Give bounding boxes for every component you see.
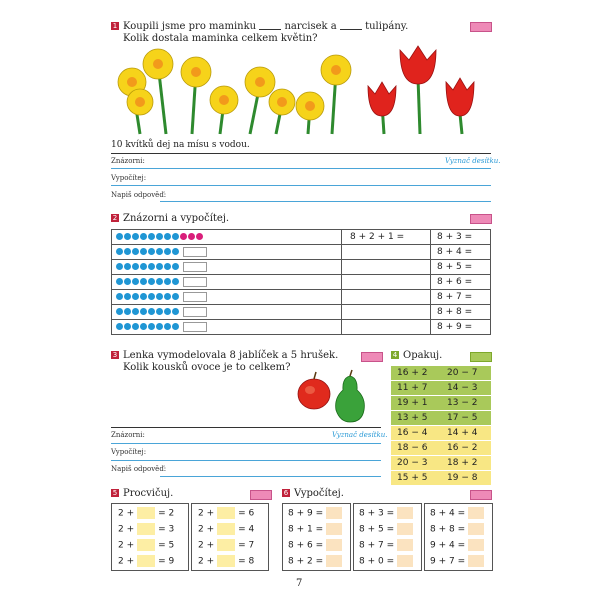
task1-znazorni-label: Znázorni:: [111, 157, 145, 165]
task1-line1-b: narcisek a: [284, 21, 337, 32]
exercise-cell[interactable]: 16 − 4: [391, 426, 441, 441]
result: = 5: [158, 540, 175, 551]
blue-dot: [124, 263, 131, 270]
result: = 7: [238, 540, 255, 551]
result: = 6: [238, 508, 255, 519]
expression: 8 + 9 =: [288, 508, 324, 519]
blue-dot: [116, 293, 123, 300]
blue-dot: [164, 278, 171, 285]
task4-row: [391, 381, 491, 396]
answer-slot[interactable]: [137, 555, 155, 567]
empty-dot-slot[interactable]: [183, 262, 207, 272]
blue-dot: [124, 248, 131, 255]
blue-dot: [156, 248, 163, 255]
task4-row: [391, 441, 491, 456]
exercise-cell[interactable]: 15 + 5: [391, 471, 441, 486]
expression-cell[interactable]: [342, 260, 431, 275]
answer-slot[interactable]: [326, 507, 342, 519]
result-cell[interactable]: 8 + 4 =: [431, 245, 491, 260]
answer-slot[interactable]: [468, 507, 484, 519]
blue-dot: [132, 308, 139, 315]
blue-dot: [140, 278, 147, 285]
exercise-cell[interactable]: 14 − 3: [441, 381, 491, 396]
task2-row: [112, 260, 491, 275]
blue-dot: [140, 248, 147, 255]
task4-title-text: Opakuj.: [403, 350, 443, 361]
magenta-dot: [188, 233, 195, 240]
exercise-cell[interactable]: 18 + 2: [441, 456, 491, 471]
task5-row: [118, 507, 174, 519]
answer-slot[interactable]: [137, 507, 155, 519]
task6-row: [288, 507, 342, 519]
expression: 8 + 1 =: [288, 524, 324, 535]
blue-dot: [124, 278, 131, 285]
task3-line1: Lenka vymodelovala 8 jablíček a 5 hrušek.: [123, 350, 339, 361]
expression: 8 + 5 =: [359, 524, 395, 535]
task1-question: Kolik dostala maminka celkem květin?: [123, 33, 318, 44]
answer-slot[interactable]: [468, 539, 484, 551]
task2-row: [112, 275, 491, 290]
result: = 9: [158, 556, 175, 567]
empty-dot-slot[interactable]: [183, 292, 207, 302]
answer-slot[interactable]: [137, 539, 155, 551]
task6-row: [359, 555, 413, 567]
task2-row: [112, 230, 491, 245]
flowers-illustration: [100, 42, 500, 138]
task3-score-box[interactable]: [361, 352, 383, 362]
expression: 8 + 6 =: [288, 540, 324, 551]
blue-dot: [132, 248, 139, 255]
empty-dot-slot[interactable]: [183, 247, 207, 257]
result: = 2: [158, 508, 175, 519]
task1-vase-note: 10 kvítků dej na mísu s vodou.: [111, 140, 250, 150]
empty-dot-slot[interactable]: [183, 307, 207, 317]
task5-row: [198, 555, 254, 567]
apple-pear-illustration: [296, 368, 366, 424]
task5-row: [118, 555, 174, 567]
blue-dot: [172, 233, 179, 240]
expression-cell[interactable]: [342, 290, 431, 305]
blue-dot: [124, 293, 131, 300]
answer-slot[interactable]: [217, 539, 235, 551]
expression: 9 + 7 =: [430, 556, 466, 567]
operand: 2 +: [118, 524, 135, 535]
expression: 8 + 0 =: [359, 556, 395, 567]
result-cell[interactable]: 8 + 6 =: [431, 275, 491, 290]
magenta-dot: [180, 233, 187, 240]
task1-line1-a: Koupili jsme pro maminku: [123, 21, 257, 32]
exercise-cell[interactable]: 19 + 1: [391, 396, 441, 411]
result-cell[interactable]: 8 + 9 =: [431, 320, 491, 335]
operand: 2 +: [118, 508, 135, 519]
answer-line[interactable]: [160, 201, 491, 202]
blue-dot: [132, 278, 139, 285]
blue-dot: [172, 308, 179, 315]
blue-dot: [124, 323, 131, 330]
task2-title-text: Znázorni a vypočítej.: [123, 213, 230, 224]
blue-dot: [124, 308, 131, 315]
task3-number: 3: [112, 351, 118, 359]
result-cell[interactable]: 8 + 8 =: [431, 305, 491, 320]
exercise-cell[interactable]: 16 + 2: [391, 366, 441, 381]
task6-title-text: Vypočítej.: [294, 488, 344, 499]
blue-dot: [148, 248, 155, 255]
blue-dot: [156, 233, 163, 240]
divider: [111, 427, 381, 428]
task4-table: [391, 366, 491, 486]
task4-row: [391, 456, 491, 471]
task2-row: [112, 245, 491, 260]
task1-vypocitej-label: Vypočítej:: [111, 174, 147, 182]
task1-line1-c: tulipány.: [365, 21, 409, 32]
page-number: 7: [296, 578, 303, 589]
answer-slot[interactable]: [137, 523, 155, 535]
task1-odpoved-label: Napiš odpověď:: [111, 191, 167, 199]
expression: 8 + 2 =: [288, 556, 324, 567]
exercise-cell[interactable]: 13 − 2: [441, 396, 491, 411]
expression-cell[interactable]: [342, 275, 431, 290]
task6-grid: [282, 503, 491, 569]
blue-dot: [164, 293, 171, 300]
result-cell[interactable]: 8 + 7 =: [431, 290, 491, 305]
task2-row: [112, 320, 491, 335]
answer-line[interactable]: [111, 185, 491, 186]
expression: 8 + 3 =: [359, 508, 395, 519]
blue-dot: [156, 293, 163, 300]
task6-row: [288, 539, 342, 551]
task5-grid: [111, 503, 271, 569]
task6-row: [288, 555, 342, 567]
task1-hint: Vyznač desítku.: [445, 157, 501, 165]
operand: 2 +: [118, 540, 135, 551]
result: = 4: [238, 524, 255, 535]
blue-dot: [156, 308, 163, 315]
task2-table: [111, 229, 491, 335]
task5-number: 5: [112, 489, 118, 497]
exercise-cell[interactable]: 16 − 2: [441, 441, 491, 456]
blue-dot: [132, 293, 139, 300]
exercise-cell[interactable]: 11 + 7: [391, 381, 441, 396]
task5-row: [118, 523, 174, 535]
task6-title: [282, 488, 344, 500]
task1-score-box[interactable]: [470, 22, 492, 32]
blue-dot: [148, 263, 155, 270]
result: = 8: [238, 556, 255, 567]
blue-dot: [172, 248, 179, 255]
expression-cell[interactable]: [342, 245, 431, 260]
exercise-cell[interactable]: 13 + 5: [391, 411, 441, 426]
task6-row: [430, 507, 484, 519]
dots-cell: [112, 245, 342, 260]
task6-row: [430, 555, 484, 567]
answer-slot[interactable]: [468, 523, 484, 535]
task4-row: [391, 471, 491, 486]
blue-dot: [164, 323, 171, 330]
blue-dot: [156, 263, 163, 270]
answer-slot[interactable]: [326, 539, 342, 551]
blue-dot: [172, 278, 179, 285]
task5-title-text: Procvičuj.: [123, 488, 174, 499]
task5-row: [198, 523, 254, 535]
dots-cell: [112, 230, 342, 245]
task4-row: [391, 426, 491, 441]
blue-dot: [148, 308, 155, 315]
task3-znazorni-label: Znázorni:: [111, 431, 145, 439]
result: = 3: [158, 524, 175, 535]
task2-number: 2: [112, 214, 118, 222]
task3-question: Kolik kousků ovoce je to celkem?: [123, 362, 291, 373]
task4-score-box[interactable]: [470, 352, 492, 362]
expression-cell[interactable]: [342, 320, 431, 335]
task5-row: [198, 507, 254, 519]
answer-line[interactable]: [160, 476, 381, 477]
answer-slot[interactable]: [326, 555, 342, 567]
blue-dot: [116, 263, 123, 270]
expression: 8 + 7 =: [359, 540, 395, 551]
dots-cell: [112, 305, 342, 320]
dots-cell: [112, 275, 342, 290]
empty-dot-slot[interactable]: [183, 277, 207, 287]
blue-dot: [156, 278, 163, 285]
operand: 2 +: [198, 508, 215, 519]
expression-cell[interactable]: [342, 305, 431, 320]
task5-column: [191, 503, 269, 571]
operand: 2 +: [198, 524, 215, 535]
blue-dot: [116, 248, 123, 255]
dots-cell: [112, 290, 342, 305]
exercise-cell[interactable]: 18 − 6: [391, 441, 441, 456]
task2-row: [112, 290, 491, 305]
blue-dot: [148, 323, 155, 330]
task2-score-box[interactable]: [470, 214, 492, 224]
task6-column: [424, 503, 493, 571]
task2-row: [112, 305, 491, 320]
operand: 2 +: [118, 556, 135, 567]
magenta-dot: [196, 233, 203, 240]
blue-dot: [140, 293, 147, 300]
task6-column: [282, 503, 351, 571]
blue-dot: [132, 263, 139, 270]
exercise-cell[interactable]: 19 − 8: [441, 471, 491, 486]
exercise-cell[interactable]: 20 − 3: [391, 456, 441, 471]
blue-dot: [156, 323, 163, 330]
exercise-cell[interactable]: 17 − 5: [441, 411, 491, 426]
blue-dot: [164, 263, 171, 270]
task5-row: [198, 539, 254, 551]
empty-dot-slot[interactable]: [183, 322, 207, 332]
task1-blank-narcisy[interactable]: [259, 20, 281, 30]
blue-dot: [132, 323, 139, 330]
blue-dot: [172, 323, 179, 330]
task3-odpoved-label: Napiš odpověď:: [111, 465, 167, 473]
blue-dot: [140, 233, 147, 240]
task6-row: [430, 539, 484, 551]
blue-dot: [116, 308, 123, 315]
task3-vypocitej-label: Vypočítej:: [111, 448, 147, 456]
task6-score-box[interactable]: [470, 490, 492, 500]
answer-slot[interactable]: [397, 539, 413, 551]
expression: 8 + 4 =: [430, 508, 466, 519]
blue-dot: [148, 278, 155, 285]
answer-slot[interactable]: [397, 523, 413, 535]
task4-number: 4: [392, 351, 398, 359]
blue-dot: [148, 293, 155, 300]
answer-line[interactable]: [111, 460, 381, 461]
answer-slot[interactable]: [397, 507, 413, 519]
task3-hint: Vyznač desítku.: [332, 431, 388, 439]
answer-slot[interactable]: [468, 555, 484, 567]
result-cell[interactable]: 8 + 3 =: [431, 230, 491, 245]
task6-row: [430, 523, 484, 535]
task4-title: [391, 350, 442, 362]
blue-dot: [132, 233, 139, 240]
task6-row: [288, 523, 342, 535]
expression: 9 + 4 =: [430, 540, 466, 551]
task6-row: [359, 539, 413, 551]
task5-column: [111, 503, 189, 571]
blue-dot: [116, 278, 123, 285]
blue-dot: [116, 323, 123, 330]
answer-slot[interactable]: [397, 555, 413, 567]
blue-dot: [148, 233, 155, 240]
task5-title: [111, 488, 173, 500]
answer-slot[interactable]: [217, 507, 235, 519]
answer-slot[interactable]: [217, 523, 235, 535]
task5-row: [118, 539, 174, 551]
task4-row: [391, 366, 491, 381]
answer-slot[interactable]: [326, 523, 342, 535]
dots-cell: [112, 260, 342, 275]
divider: [111, 153, 491, 154]
blue-dot: [164, 308, 171, 315]
task1-number: 1: [112, 22, 118, 30]
answer-line[interactable]: [111, 168, 491, 169]
operand: 2 +: [198, 540, 215, 551]
task6-row: [359, 523, 413, 535]
dots-cell: [112, 320, 342, 335]
expression: 8 + 8 =: [430, 524, 466, 535]
task6-number: 6: [283, 489, 289, 497]
exercise-cell[interactable]: 20 − 7: [441, 366, 491, 381]
task1-blank-tulipany[interactable]: [340, 20, 362, 30]
task2-title: [111, 213, 229, 225]
answer-line[interactable]: [111, 443, 381, 444]
answer-slot[interactable]: [217, 555, 235, 567]
blue-dot: [124, 233, 131, 240]
blue-dot: [164, 233, 171, 240]
operand: 2 +: [198, 556, 215, 567]
task4-row: [391, 396, 491, 411]
blue-dot: [140, 308, 147, 315]
blue-dot: [172, 263, 179, 270]
expression-cell[interactable]: 8 + 2 + 1 =: [342, 230, 431, 245]
blue-dot: [140, 263, 147, 270]
task5-score-box[interactable]: [250, 490, 272, 500]
task6-row: [359, 507, 413, 519]
task4-row: [391, 411, 491, 426]
task6-column: [353, 503, 422, 571]
exercise-cell[interactable]: 14 + 4: [441, 426, 491, 441]
blue-dot: [140, 323, 147, 330]
blue-dot: [164, 248, 171, 255]
blue-dot: [116, 233, 123, 240]
result-cell[interactable]: 8 + 5 =: [431, 260, 491, 275]
blue-dot: [172, 293, 179, 300]
